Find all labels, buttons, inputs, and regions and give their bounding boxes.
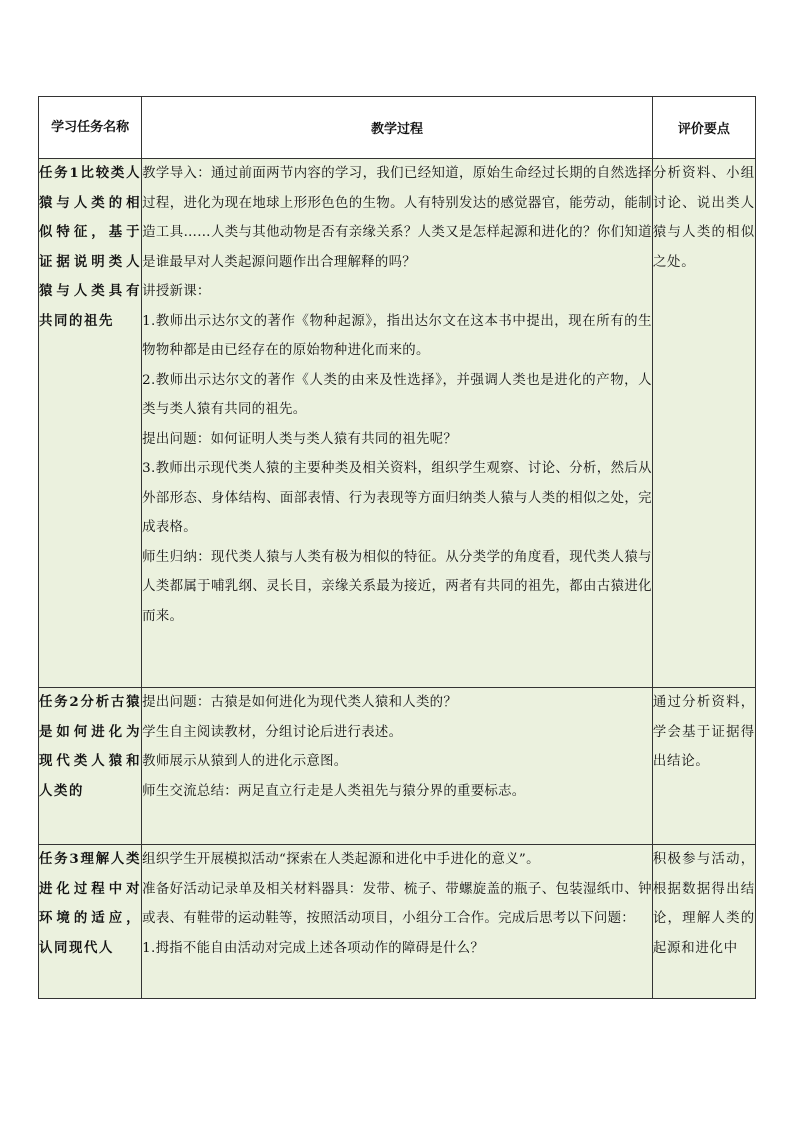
header-task-name: 学习任务名称: [39, 97, 142, 159]
table-row: [39, 159, 756, 688]
process-paragraph: 1.拇指不能自由活动对完成上述各项动作的障碍是什么？: [142, 940, 485, 956]
process-paragraph: 准备好活动记录单及相关材料器具：发带、梳子、带螺旋盖的瓶子、包装湿纸巾、钟或表、有鞋带的运动鞋等，按照活动项目，小组分工合作。完成后思考以下问题：: [142, 881, 652, 926]
process-paragraph: 教师展示从猿到人的进化示意图。: [142, 754, 348, 769]
evaluation-cell: 通过分析资料，学会基于证据得出结论。: [652, 688, 755, 845]
process-paragraph: 组织学生开展模拟活动“探索在人类起源和进化中手进化的意义”。: [142, 852, 540, 867]
table-row: [39, 845, 756, 999]
process-paragraph: 提出问题：如何证明人类与类人猿有共同的祖先呢？: [142, 431, 458, 447]
table-row: [39, 688, 756, 845]
header-evaluation-points: 评价要点: [652, 97, 755, 159]
process-cell: [142, 688, 653, 845]
process-paragraph: 师生归纳：现代类人猿与人类有极为相似的特征。从分类学的角度看，现代类人猿与人类都属于哺乳纲、灵长目，亲缘关系最为接近，两者有共同的祖先，都由古猿进化而来。: [142, 549, 652, 624]
process-paragraph: 教学导入：通过前面两节内容的学习，我们已经知道，原始生命经过长期的自然选择过程，进化为现在地球上形形色色的生物。人有特别发达的感觉器官，能劳动，能制造工具……人类与其他动物是否有亲缘关系？人类又是怎样起源和进化的？你们知道是谁最早对人类起源问题作出合理解释的吗？: [142, 166, 652, 270]
process-paragraph: 3.教师出示现代类人猿的主要种类及相关资料，组织学生观察、讨论、分析，然后从外部形态、身体结构、面部表情、行为表现等方面归纳类人猿与人类的相似之处，完成表格。: [142, 461, 652, 535]
task-cell: 任务2分析古猿是如何进化为现代类人猿和人类的: [39, 688, 142, 845]
process-paragraph: 1.教师出示达尔文的著作《物种起源》，指出达尔文在这本书中提出，现在所有的生物物种都是由已经存在的原始物种进化而来的。: [142, 313, 652, 358]
process-paragraph: 讲授新课：: [142, 284, 211, 299]
evaluation-cell: 积极参与活动，根据数据得出结论，理解人类的起源和进化中: [652, 845, 755, 999]
task-cell: 任务1比较类人猿与人类的相似特征，基于证据说明类人猿与人类具有共同的祖先: [39, 159, 142, 688]
process-paragraph: 师生交流总结：两足直立行走是人类祖先与猿分界的重要标志。: [142, 783, 526, 799]
evaluation-cell: 分析资料、小组讨论、说出类人猿与人类的相似之处。: [652, 159, 755, 688]
process-paragraph: 学生自主阅读教材，分组讨论后进行表述。: [142, 724, 403, 740]
task-cell: 任务3理解人类进化过程中对环境的适应，认同现代人: [39, 845, 142, 999]
process-cell: [142, 159, 653, 688]
header-teaching-process: 教学过程: [142, 97, 653, 159]
process-cell: [142, 845, 653, 999]
process-paragraph: 2.教师出示达尔文的著作《人类的由来及性选择》，并强调人类也是进化的产物，人类与类人猿有共同的祖先。: [142, 372, 652, 417]
table-header-row: [39, 97, 756, 159]
process-paragraph: 提出问题：古猿是如何进化为现代类人猿和人类的？: [142, 695, 458, 710]
lesson-plan-table: [38, 96, 756, 999]
